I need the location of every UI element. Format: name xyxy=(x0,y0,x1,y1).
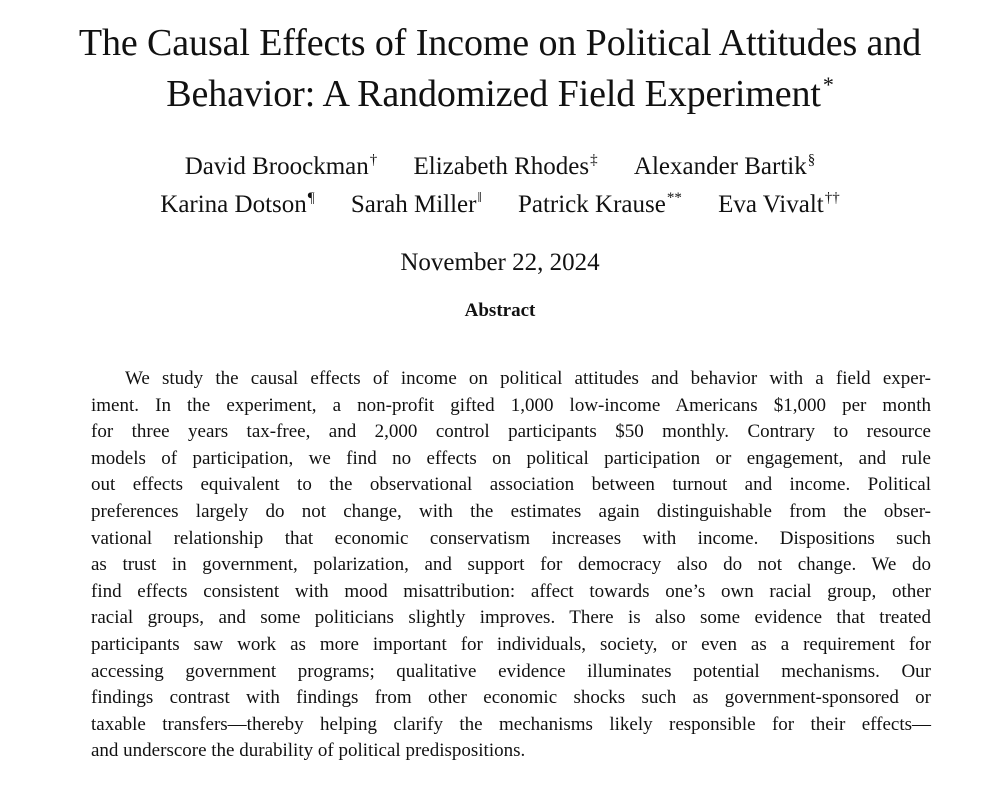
abstract-heading: Abstract xyxy=(464,300,536,321)
author-eva-vivalt: Eva Vivalt†† xyxy=(718,190,840,218)
abstract-line: for three years tax-free, and 2,000 control participants $50 monthly. Contrary to resource xyxy=(91,421,931,443)
author-footnote-mark[interactable]: †† xyxy=(824,190,840,206)
publication-date: November 22, 2024 xyxy=(400,249,600,276)
paper-title xyxy=(0,18,1000,120)
abstract-line: find effects consistent with mood misattribution: affect towards one’s own racial group, other xyxy=(91,580,931,602)
author-footnote-mark[interactable]: ** xyxy=(666,190,682,206)
abstract-line: preferences largely do not change, with the estimates again distinguishable from the obser- xyxy=(91,500,931,522)
abstract-line: vational relationship that economic conservatism increases with income. Dispositions such xyxy=(91,527,931,549)
author-patrick-krause: Patrick Krause** xyxy=(517,190,682,218)
author-elizabeth-rhodes: Elizabeth Rhodes‡ xyxy=(413,152,598,180)
author-footnote-mark[interactable]: † xyxy=(369,152,378,168)
author-row-2 xyxy=(0,191,1000,219)
abstract-line: participants saw work as more important for individuals, society, or even as a requirement for xyxy=(91,633,931,655)
author-karina-dotson: Karina Dotson¶ xyxy=(160,190,315,218)
title-footnote-mark[interactable]: * xyxy=(822,72,834,97)
abstract-line: as trust in government, polarization, and support for democracy also do not change. We do xyxy=(91,554,931,576)
author-footnote-mark[interactable]: § xyxy=(807,152,816,168)
title-line-2: Behavior: A Randomized Field Experiment* xyxy=(166,72,834,115)
abstract-body xyxy=(91,366,931,765)
abstract-line: models of participation, we find no effects on political participation or engagement, and rule xyxy=(91,447,931,469)
author-footnote-mark[interactable]: ¶ xyxy=(307,190,315,206)
author-alexander-bartik: Alexander Bartik§ xyxy=(633,152,816,180)
abstract-line: taxable transfers—thereby helping clarify the mechanisms likely responsible for their effects— xyxy=(91,713,931,735)
abstract-line: iment. In the experiment, a non-profit gifted 1,000 low-income Americans $1,000 per month xyxy=(91,394,931,416)
abstract-line: We study the causal effects of income on political attitudes and behavior with a field exper- xyxy=(125,368,931,389)
author-footnote-mark[interactable]: ‖ xyxy=(477,190,482,206)
title-line-1: The Causal Effects of Income on Political Attitudes and xyxy=(78,22,922,64)
abstract-line: accessing government programs; qualitative evidence illuminates potential mechanisms. Our xyxy=(91,660,931,682)
author-david-broockman: David Broockman† xyxy=(184,152,378,180)
abstract-line: out effects equivalent to the observational association between turnout and income. Political xyxy=(91,474,931,496)
abstract-line: findings contrast with findings from other economic shocks such as government-sponsored or xyxy=(91,687,931,709)
author-row-1 xyxy=(0,153,1000,181)
author-sarah-miller: Sarah Miller‖ xyxy=(350,190,482,218)
abstract-line: and underscore the durability of political predispositions. xyxy=(91,740,526,762)
abstract-line: racial groups, and some politicians slightly improves. There is also some evidence that treated xyxy=(91,607,931,629)
author-footnote-mark[interactable]: ‡ xyxy=(590,152,598,168)
